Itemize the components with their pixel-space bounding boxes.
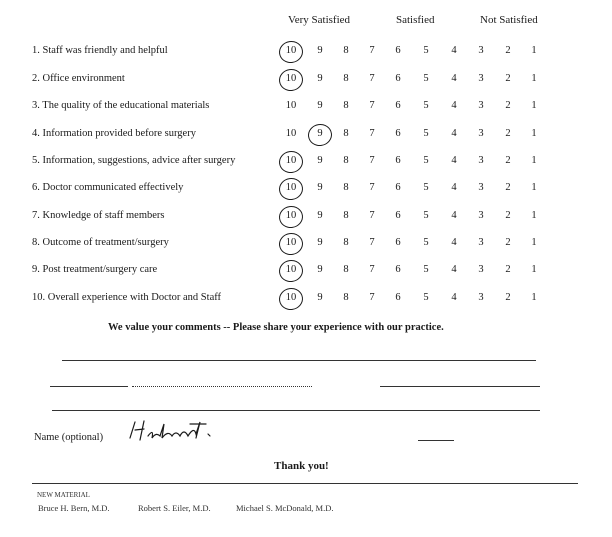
comment-line-1 [62, 360, 536, 361]
score-option[interactable]: 7 [369, 292, 375, 303]
score-option[interactable]: 2 [505, 237, 511, 248]
score-option[interactable]: 1 [531, 182, 537, 193]
score-option[interactable]: 4 [451, 128, 457, 139]
score-option[interactable]: 1 [531, 128, 537, 139]
score-option[interactable]: 8 [343, 210, 349, 221]
score-option[interactable]: 10 [285, 128, 297, 139]
score-option[interactable]: 5 [423, 237, 429, 248]
score-option[interactable]: 9 [317, 292, 323, 303]
score-option[interactable]: 1 [531, 100, 537, 111]
score-option[interactable]: 3 [478, 45, 484, 56]
score-option[interactable]: 7 [369, 210, 375, 221]
score-option[interactable]: 3 [478, 292, 484, 303]
signature-scribble [126, 418, 226, 446]
selected-score-circle [278, 231, 305, 256]
score-option[interactable]: 4 [451, 210, 457, 221]
question-label: 2. Office environment [32, 73, 125, 84]
score-option[interactable]: 8 [343, 182, 349, 193]
score-option[interactable]: 3 [478, 237, 484, 248]
comment-line-3 [52, 410, 540, 411]
score-option[interactable]: 3 [478, 264, 484, 275]
score-option[interactable]: 3 [478, 73, 484, 84]
score-option[interactable]: 7 [369, 155, 375, 166]
score-option[interactable]: 7 [369, 237, 375, 248]
score-option[interactable]: 10 [285, 292, 297, 303]
score-option[interactable]: 1 [531, 292, 537, 303]
score-option[interactable]: 4 [451, 264, 457, 275]
header-satisfied: Satisfied [396, 14, 435, 26]
score-option[interactable]: 7 [369, 100, 375, 111]
question-label: 9. Post treatment/surgery care [32, 264, 158, 275]
score-option[interactable]: 4 [451, 155, 457, 166]
doctor-2: Robert S. Eiler, M.D. [138, 503, 211, 513]
score-option[interactable]: 4 [451, 182, 457, 193]
score-option[interactable]: 8 [343, 292, 349, 303]
score-option[interactable]: 1 [531, 210, 537, 221]
comment-line-2b [132, 386, 312, 387]
comment-line-2a [50, 386, 128, 387]
score-option[interactable]: 9 [317, 155, 323, 166]
header-not-satisfied: Not Satisfied [480, 14, 538, 26]
date-line [418, 440, 454, 441]
score-option[interactable]: 7 [369, 128, 375, 139]
score-option[interactable]: 10 [285, 100, 297, 111]
score-option[interactable]: 2 [505, 45, 511, 56]
score-option[interactable]: 6 [395, 264, 401, 275]
thank-you: Thank you! [274, 460, 329, 472]
score-option[interactable]: 7 [369, 73, 375, 84]
score-option[interactable]: 9 [317, 100, 323, 111]
selected-score-circle [278, 286, 305, 311]
score-option[interactable]: 10 [285, 73, 297, 84]
score-option[interactable]: 4 [451, 100, 457, 111]
score-option[interactable]: 6 [395, 182, 401, 193]
score-option[interactable]: 10 [285, 237, 297, 248]
score-option[interactable]: 2 [505, 210, 511, 221]
header-very-satisfied: Very Satisfied [288, 14, 351, 26]
score-option[interactable]: 2 [505, 155, 511, 166]
doctor-1: Bruce H. Bern, M.D. [38, 503, 110, 513]
score-option[interactable]: 5 [423, 45, 429, 56]
score-option[interactable]: 4 [451, 73, 457, 84]
score-option[interactable]: 1 [531, 264, 537, 275]
score-option[interactable]: 4 [451, 237, 457, 248]
question-label: 6. Doctor communicated effectively [32, 182, 184, 193]
score-option[interactable]: 6 [395, 73, 401, 84]
score-option[interactable]: 8 [343, 155, 349, 166]
score-option[interactable]: 3 [478, 155, 484, 166]
score-option[interactable]: 7 [369, 45, 375, 56]
question-label: 10. Overall experience with Doctor and Staff [32, 292, 222, 303]
score-option[interactable]: 5 [423, 155, 429, 166]
score-option[interactable]: 6 [395, 155, 401, 166]
score-option[interactable]: 10 [285, 155, 297, 166]
score-option[interactable]: 9 [317, 210, 323, 221]
doctor-3: Michael S. McDonald, M.D. [236, 503, 334, 513]
name-label: Name (optional) [34, 432, 104, 443]
selected-score-circle [278, 39, 305, 64]
score-option[interactable]: 5 [423, 292, 429, 303]
score-option[interactable]: 8 [343, 100, 349, 111]
score-option[interactable]: 10 [285, 264, 297, 275]
question-label: 5. Information, suggestions, advice after surgery [32, 155, 236, 166]
score-option[interactable]: 9 [317, 73, 323, 84]
score-option[interactable]: 2 [505, 264, 511, 275]
score-option[interactable]: 8 [343, 128, 349, 139]
score-option[interactable]: 7 [369, 264, 375, 275]
question-label: 7. Knowledge of staff members [32, 210, 165, 221]
comment-line-2c [380, 386, 540, 387]
score-option[interactable]: 10 [285, 45, 297, 56]
selected-score-circle [278, 67, 305, 92]
score-option[interactable]: 4 [451, 45, 457, 56]
score-option[interactable]: 7 [369, 182, 375, 193]
score-option[interactable]: 3 [478, 210, 484, 221]
selected-score-circle [278, 149, 305, 174]
score-option[interactable]: 6 [395, 45, 401, 56]
score-option[interactable]: 9 [317, 128, 323, 139]
score-option[interactable]: 8 [343, 237, 349, 248]
score-option[interactable]: 8 [343, 45, 349, 56]
score-option[interactable]: 5 [423, 210, 429, 221]
question-label: 4. Information provided before surgery [32, 128, 196, 139]
score-option[interactable]: 3 [478, 100, 484, 111]
footer-small-text: NEW MATERIAL [37, 491, 90, 499]
score-option[interactable]: 9 [317, 182, 323, 193]
score-option[interactable]: 10 [285, 210, 297, 221]
comments-prompt: We value your comments -- Please share your experience with our practice. [108, 322, 444, 333]
score-option[interactable]: 1 [531, 73, 537, 84]
signature [126, 418, 226, 451]
selected-score-circle [307, 122, 334, 147]
score-option[interactable]: 10 [285, 182, 297, 193]
score-option[interactable]: 2 [505, 128, 511, 139]
question-label: 8. Outcome of treatment/surgery [32, 237, 169, 248]
selected-score-circle [278, 176, 305, 201]
score-option[interactable]: 5 [423, 128, 429, 139]
score-option[interactable]: 1 [531, 237, 537, 248]
score-option[interactable]: 1 [531, 155, 537, 166]
score-option[interactable]: 6 [395, 100, 401, 111]
score-option[interactable]: 5 [423, 182, 429, 193]
score-option[interactable]: 5 [423, 100, 429, 111]
question-label: 1. Staff was friendly and helpful [32, 45, 168, 56]
score-option[interactable]: 2 [505, 292, 511, 303]
score-option[interactable]: 5 [423, 264, 429, 275]
selected-score-circle [278, 204, 305, 229]
score-option[interactable]: 6 [395, 128, 401, 139]
score-option[interactable]: 9 [317, 264, 323, 275]
score-option[interactable]: 2 [505, 182, 511, 193]
score-option[interactable]: 4 [451, 292, 457, 303]
score-option[interactable]: 6 [395, 292, 401, 303]
score-option[interactable]: 6 [395, 237, 401, 248]
footer-rule [32, 483, 578, 484]
score-option[interactable]: 9 [317, 45, 323, 56]
score-option[interactable]: 6 [395, 210, 401, 221]
score-option[interactable]: 2 [505, 73, 511, 84]
score-option[interactable]: 1 [531, 45, 537, 56]
score-option[interactable]: 3 [478, 182, 484, 193]
score-option[interactable]: 8 [343, 73, 349, 84]
score-option[interactable]: 5 [423, 73, 429, 84]
score-option[interactable]: 2 [505, 100, 511, 111]
question-label: 3. The quality of the educational materials [32, 100, 210, 111]
score-option[interactable]: 8 [343, 264, 349, 275]
selected-score-circle [278, 258, 305, 283]
score-option[interactable]: 9 [317, 237, 323, 248]
score-option[interactable]: 3 [478, 128, 484, 139]
